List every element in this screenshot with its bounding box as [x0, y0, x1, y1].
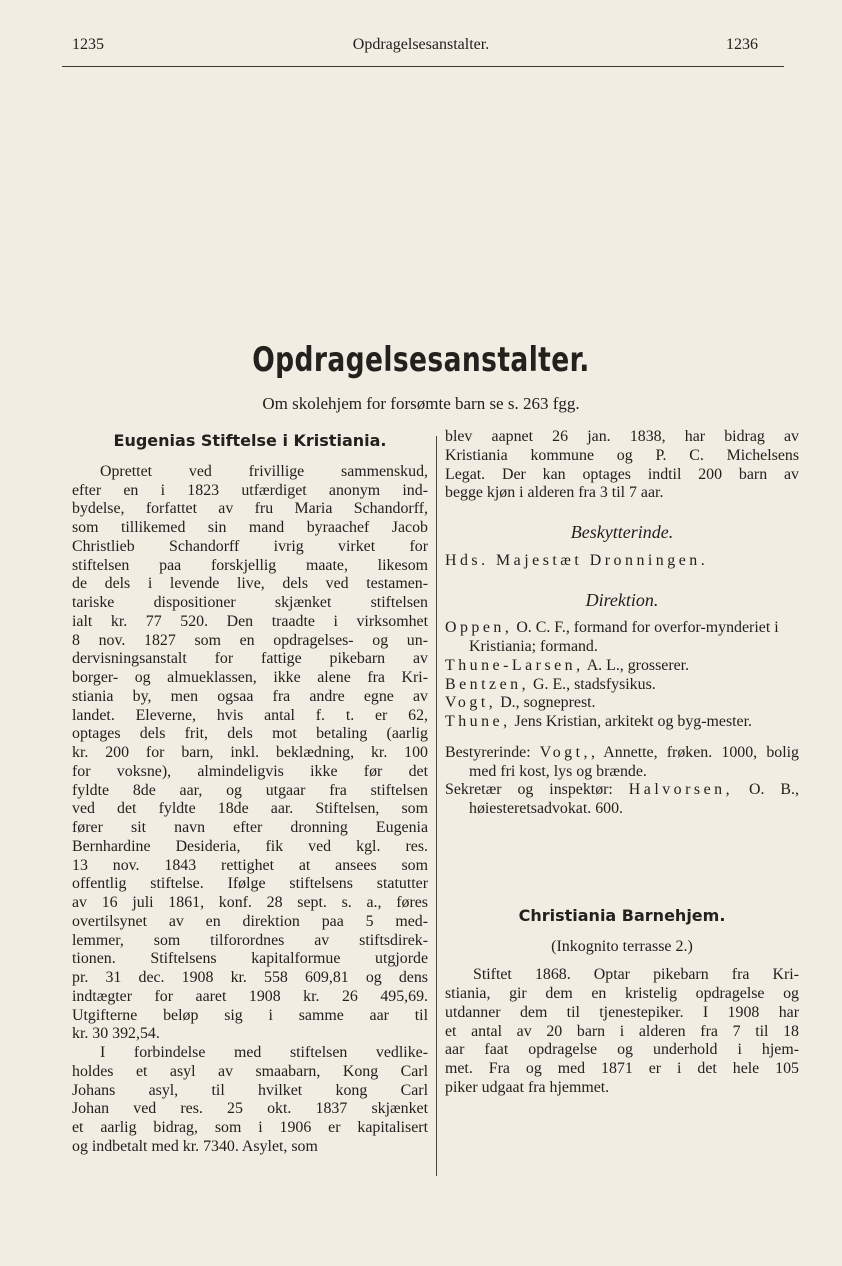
text-line: kr. 30 392,54.	[72, 1025, 160, 1043]
text-line: et aarlig bidrag, som i 1906 er kapitalisert	[72, 1119, 428, 1136]
barnehjem-address: (Inkognito terrasse 2.)	[551, 937, 693, 955]
page-subtitle: Om skolehjem for forsømte barn se s. 263 fgg.	[262, 394, 580, 413]
text-line: lemmer, som tilforordnes av stiftsdirek-	[72, 931, 428, 949]
staff-name: Vogt,	[539, 743, 592, 761]
text-line: holdes et asyl av smaabarn, Kong Carl	[72, 1062, 428, 1080]
text-line: indtægter for aaret 1908 kr. 26 495,69.	[72, 987, 428, 1005]
board-member-name: Oppen,	[445, 619, 513, 637]
board-member-role: A. L., grosserer.	[583, 656, 690, 674]
board-member	[445, 694, 799, 713]
text-line: overtilsynet av en direktion paa 5 med-	[72, 912, 428, 930]
board-member-name: Vogt,	[445, 694, 497, 712]
section-heading-eugenias: Eugenias Stiftelse i Kristiania.	[113, 431, 387, 450]
board-member	[445, 713, 799, 732]
staff-entry	[445, 781, 799, 819]
board-list	[445, 619, 799, 732]
text-line: stiania by, men ogsaa fra andre egne av	[72, 687, 428, 705]
text-line: stiania, gir dem en kristelig opdragelse og	[445, 985, 799, 1002]
text-line: landet. Eleverne, hvis antal f. t. er 62,	[72, 706, 428, 724]
text-line: I forbindelse med stiftelsen vedlike-	[100, 1044, 428, 1061]
patroness-heading: Beskytterinde.	[570, 522, 674, 542]
text-line: kr. 200 for barn, inkl. beklædning, kr. 100	[72, 744, 428, 761]
asyl-continuation	[445, 428, 799, 503]
text-line: efter en i 1823 utfærdiget anonym ind-	[72, 481, 428, 499]
staff-name: Halvorsen,	[628, 781, 734, 799]
staff-details: O. B., høiesteretsadvokat. 600.	[469, 781, 799, 817]
board-member-name: Bentzen,	[445, 675, 530, 693]
text-line: fyldte 8de aar, og utgaar fra stiftelsen	[72, 781, 428, 799]
board-member-role: O. C. F., formand for overfor-mynderiet i Kristiania; formand.	[469, 619, 779, 655]
text-line: ved det fyldte 18de aar. Stiftelsen, som	[72, 800, 428, 818]
barnehjem-paragraph	[445, 966, 799, 1097]
text-line: Bernhardine Desideria, fik ved kgl. res.	[72, 837, 428, 855]
board-member-role: G. E., stadsfysikus.	[529, 675, 656, 693]
board-member	[445, 657, 799, 676]
text-line: Christlieb Schandorff ivrig virket for	[72, 537, 428, 555]
text-line: som tillikemed sin mand byraachef Jacob	[72, 519, 428, 536]
page-number-left: 1235	[72, 36, 104, 53]
text-line: pr. 31 dec. 1908 kr. 558 609,81 og dens	[72, 969, 428, 986]
text-line: Legat. Der kan optages indtil 200 barn av	[445, 465, 799, 483]
running-header	[60, 36, 782, 58]
right-column	[445, 428, 799, 1098]
column-divider	[436, 436, 437, 1176]
staff-entry	[445, 744, 799, 782]
text-line: aar faat opdragelse og underhold i hjem-	[445, 1041, 799, 1059]
text-line: stiftelsen paa forskjellig maate, likesom	[72, 556, 428, 574]
text-line: bydelse, forfattet av fru Maria Schandorff,	[72, 500, 428, 518]
eugenias-paragraph-1	[72, 463, 428, 1044]
text-line: for voksne), almindeligvis ikke før det	[72, 762, 428, 780]
text-line: og indbetalt med kr. 7340. Asylet, som	[72, 1137, 318, 1155]
left-column	[72, 428, 428, 1157]
text-line: Johan ved res. 25 okt. 1837 skjænket	[72, 1100, 428, 1118]
text-line: av 16 juli 1861, konf. 28 sept. s. a., føres	[72, 894, 428, 911]
page-title: Opdragelsesanstalter.	[252, 340, 590, 380]
text-line: tariske dispositioner skjænket stiftelsen	[72, 594, 428, 611]
staff-details: , Annette, frøken. 1000, bolig med fri kost, lys og brænde.	[469, 743, 799, 780]
staff-role: Bestyrerinde:	[445, 743, 540, 761]
text-line: tionen. Stiftelsens kapitalformue utgjorde	[72, 950, 428, 968]
board-member-name: Thune-Larsen,	[445, 656, 584, 674]
text-line: 13 nov. 1843 rettighet at ansees som	[72, 856, 428, 874]
text-line: Stiftet 1868. Optar pikebarn fra Kri-	[473, 966, 799, 984]
board-member-name: Thune,	[445, 713, 511, 730]
text-line: begge kjøn i alderen fra 3 til 7 aar.	[445, 484, 664, 502]
text-line: Kristiania kommune og P. C. Michelsens	[445, 446, 799, 464]
header-rule	[62, 66, 784, 67]
text-line: Oprettet ved frivillige sammenskud,	[100, 462, 428, 480]
staff-role: Sekretær og inspektør:	[445, 781, 629, 799]
board-member	[445, 619, 799, 657]
eugenias-paragraph-2	[72, 1044, 428, 1157]
text-line: fører sit navn efter dronning Eugenia	[72, 819, 428, 836]
running-title: Opdragelsesanstalter.	[352, 36, 490, 53]
text-line: met. Fra og med 1871 er i det hele 105	[445, 1060, 799, 1077]
staff-list	[445, 744, 799, 819]
text-line: offentlig stiftelse. Ifølge stiftelsens statutter	[72, 875, 428, 893]
text-line: ialt kr. 77 520. Den traadte i virksomhet	[72, 612, 428, 630]
text-line: et antal av 20 barn i alderen fra 7 til 18	[445, 1022, 799, 1040]
board-member-role: Jens Kristian, arkitekt og byg-mester.	[510, 713, 752, 730]
text-line: de dels i levende live, dels ved testamen-	[72, 575, 428, 593]
text-line: 8 nov. 1827 som en opdragelses- og un-	[72, 631, 428, 649]
text-line: blev aapnet 26 jan. 1838, har bidrag av	[445, 428, 799, 445]
text-line: utdanner dem til tjenestepiker. I 1908 har	[445, 1003, 799, 1021]
text-line: Johans asyl, til hvilket kong Carl	[72, 1081, 428, 1099]
text-line: piker udgaat fra hjemmet.	[445, 1078, 610, 1096]
board-heading: Direktion.	[585, 589, 659, 610]
page-number-right: 1236	[726, 36, 758, 53]
section-heading-barnehjem: Christiania Barnehjem.	[518, 905, 726, 925]
text-line: Utgifterne beløp sig i samme aar til	[72, 1006, 428, 1024]
text-line: dervisningsanstalt for fattige pikebarn av	[72, 650, 428, 668]
patroness-name: Hds. Majestæt Dronningen.	[445, 551, 709, 569]
board-member	[445, 676, 799, 695]
text-line: optages dels frit, dels mot betaling (aarlig	[72, 725, 428, 743]
text-line: borger- og almueklassen, ikke alene fra Kri-	[72, 669, 428, 686]
board-member-role: D., sogneprest.	[496, 694, 596, 712]
